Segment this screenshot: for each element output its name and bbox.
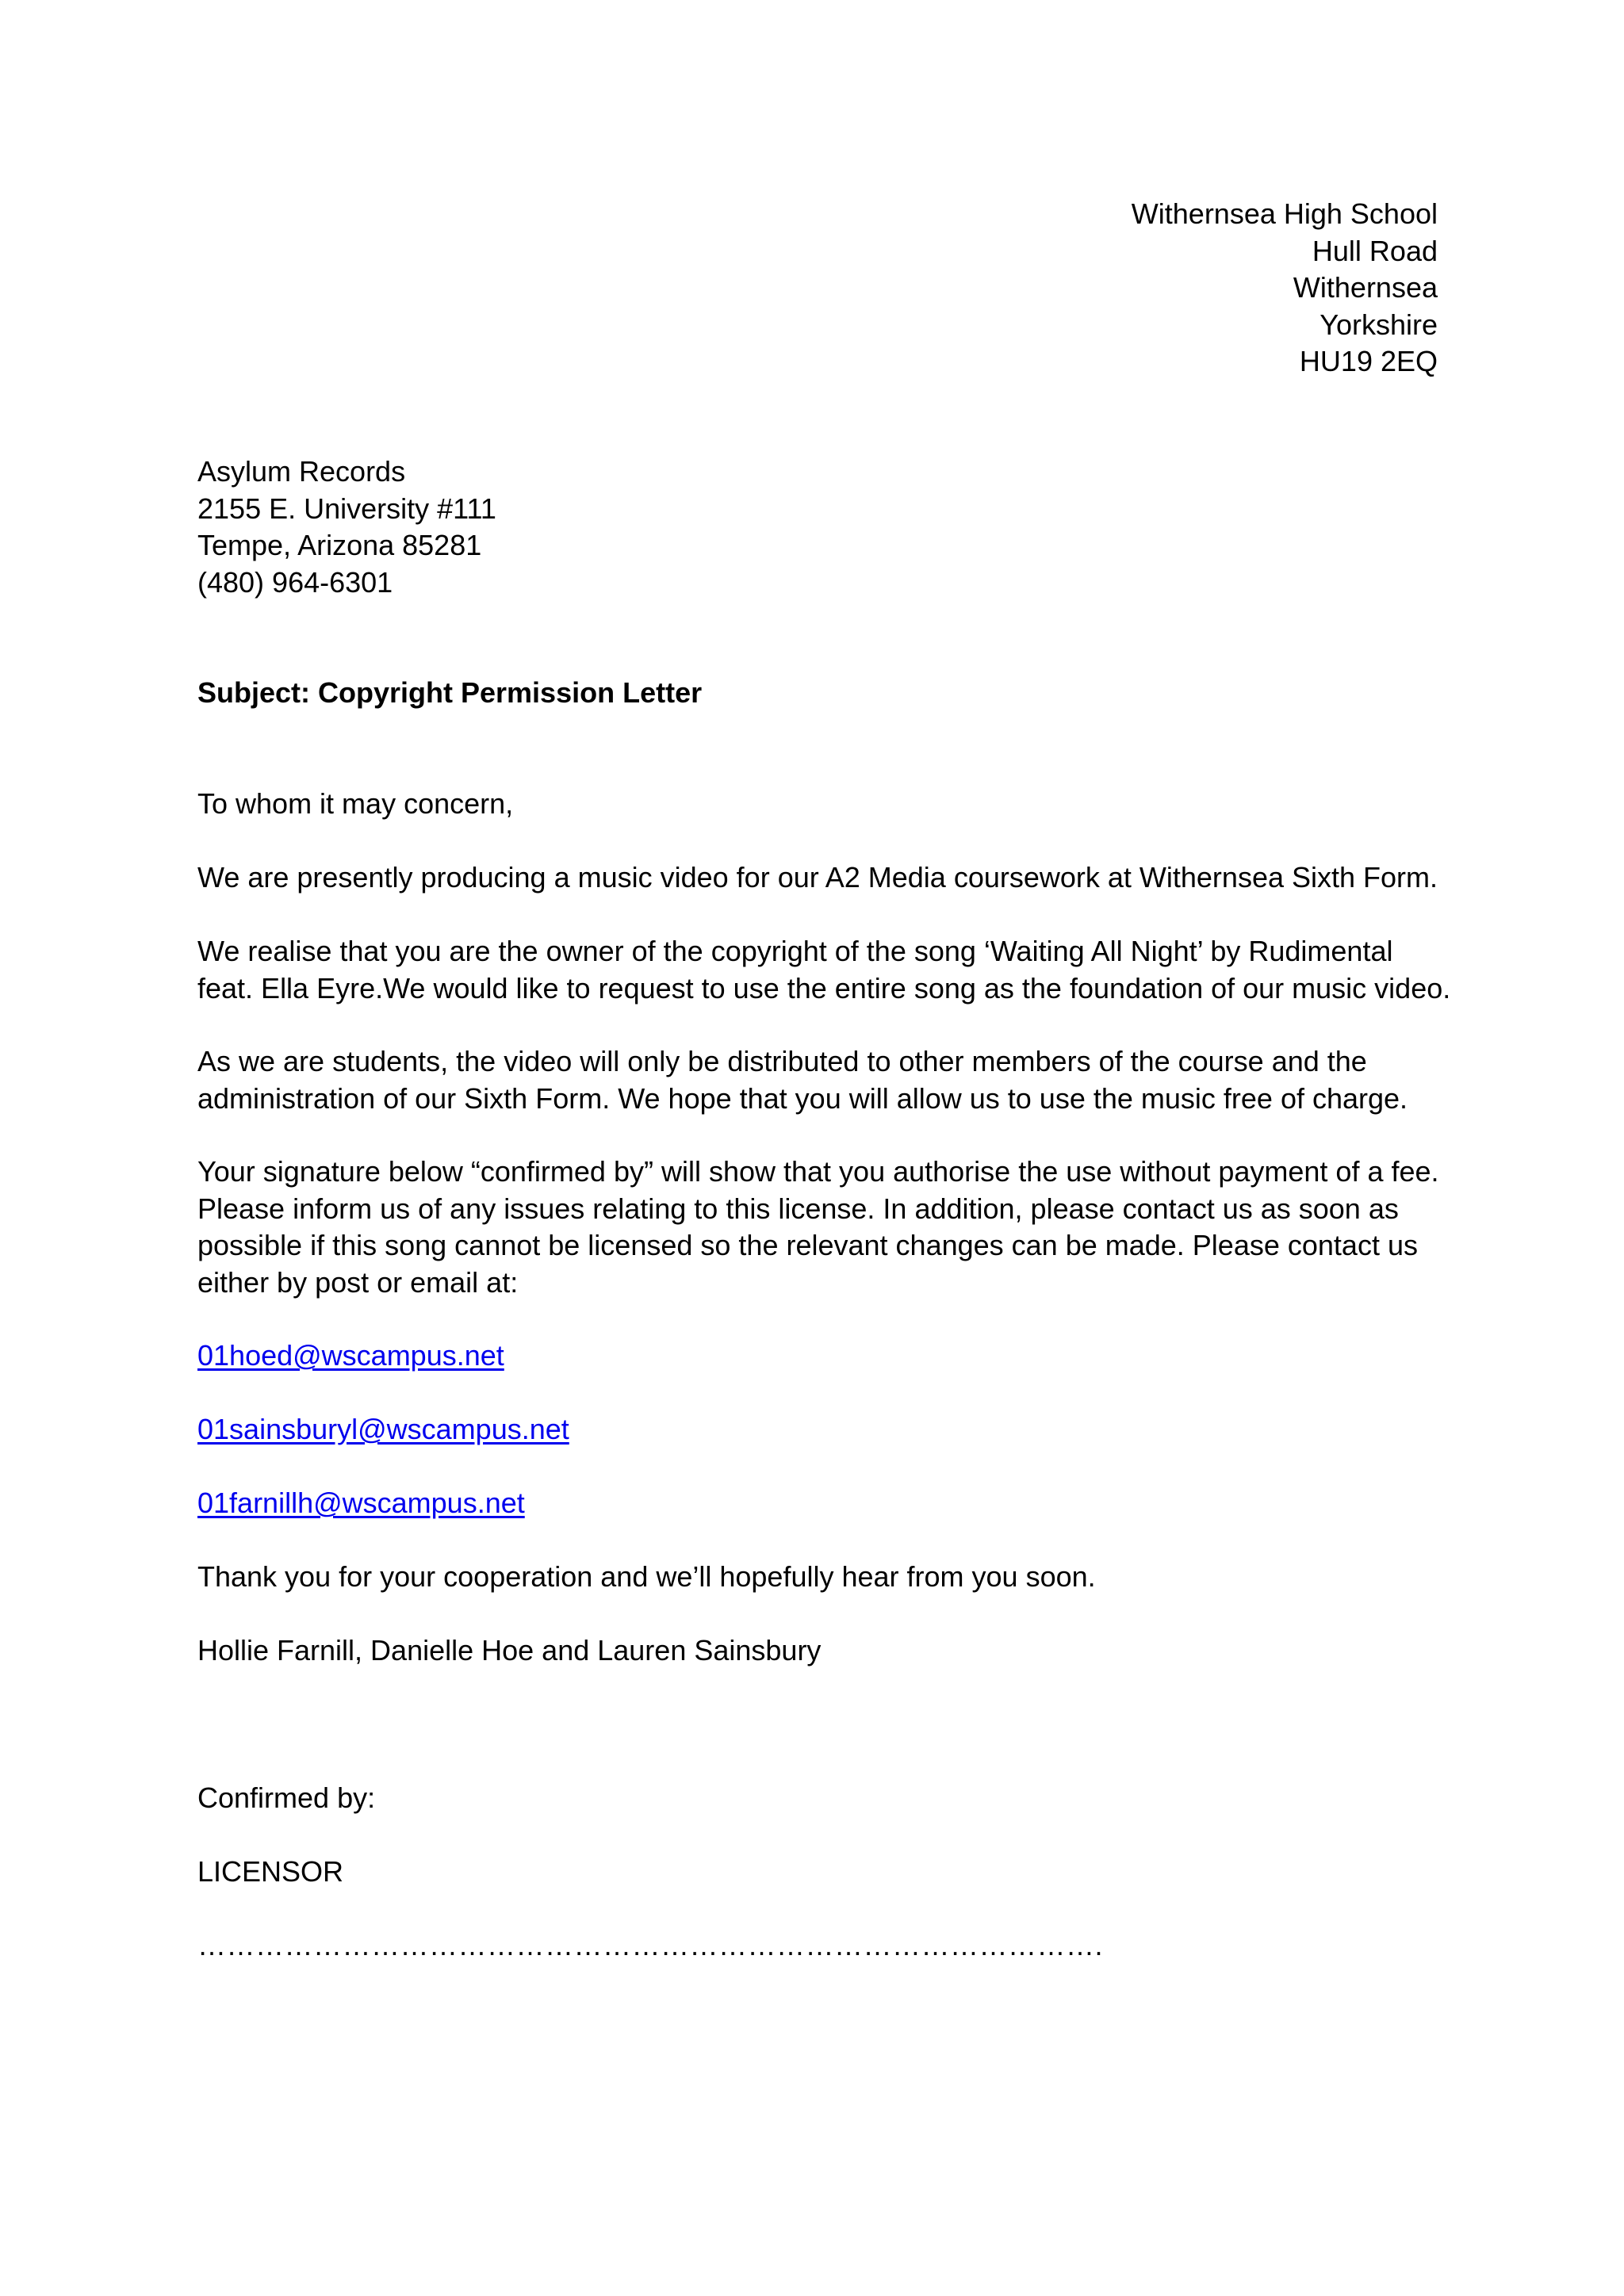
sender-address-line: Withernsea [1293, 271, 1438, 304]
paragraph-line: possible if this song cannot be licensed so the relevant changes can be made. Please contact us [197, 1229, 1418, 1261]
signatories: Hollie Farnill, Danielle Hoe and Lauren Sainsbury [197, 1634, 822, 1667]
paragraph-copyright-owner [197, 933, 1450, 1007]
salutation: To whom it may concern, [197, 787, 514, 820]
recipient-address-line: Tempe, Arizona 85281 [197, 529, 482, 561]
paragraph-line: either by post or email at: [197, 1265, 519, 1299]
email-link-farnill[interactable]: 01farnillh@wscampus.net [197, 1487, 525, 1519]
paragraph-line: administration of our Sixth Form. We hope that you will allow us to use the music free of charge. [197, 1081, 1408, 1115]
email-link-hoe[interactable]: 01hoed@wscampus.net [197, 1339, 504, 1372]
recipient-address-line: 2155 E. University #111 [197, 492, 496, 525]
email-entry [197, 1411, 1450, 1448]
paragraph-signature-request [197, 1154, 1450, 1301]
confirmed-by-label: Confirmed by: [197, 1781, 376, 1814]
closing-remark: Thank you for your cooperation and we’ll hopefully hear from you soon. [197, 1560, 1096, 1593]
paragraph-line: We are presently producing a music video for our A2 Media coursework at Withernsea Sixth Form. [197, 861, 1438, 894]
signature-line: …………………………………………………………………………………. [197, 1929, 1104, 1961]
paragraph-intro [197, 859, 1450, 897]
sender-address-line: Yorkshire [1320, 308, 1438, 341]
paragraph-line: feat. Ella Eyre.We would like to request to use the entire song as the foundation of our music video. [197, 971, 1451, 1004]
subject-line: Subject: Copyright Permission Letter [197, 676, 703, 709]
sender-address [1132, 196, 1438, 381]
sender-address-line: HU19 2EQ [1299, 345, 1438, 377]
sender-address-line: Withernsea High School [1131, 197, 1438, 230]
email-link-sainsbury[interactable]: 01sainsburyl@wscampus.net [197, 1413, 569, 1445]
licensor-label: LICENSOR [197, 1855, 344, 1888]
paragraph-line: Your signature below “confirmed by” will show that you authorise the use without payment of a fee. [197, 1155, 1439, 1188]
paragraph-students [197, 1043, 1450, 1117]
paragraph-line: We realise that you are the owner of the copyright of the song ‘Waiting All Night’ by Rudimental [197, 935, 1393, 967]
recipient-address-line: (480) 964-6301 [197, 565, 393, 599]
email-entry [197, 1337, 1450, 1375]
email-entry [197, 1485, 1450, 1522]
recipient-address [197, 453, 496, 601]
paragraph-line: Please inform us of any issues relating to this license. In addition, please contact us as soon as [197, 1192, 1399, 1225]
sender-address-line: Hull Road [1312, 234, 1438, 267]
paragraph-line: As we are students, the video will only be distributed to other members of the course and the [197, 1045, 1367, 1077]
recipient-address-line: Asylum Records [197, 455, 406, 488]
